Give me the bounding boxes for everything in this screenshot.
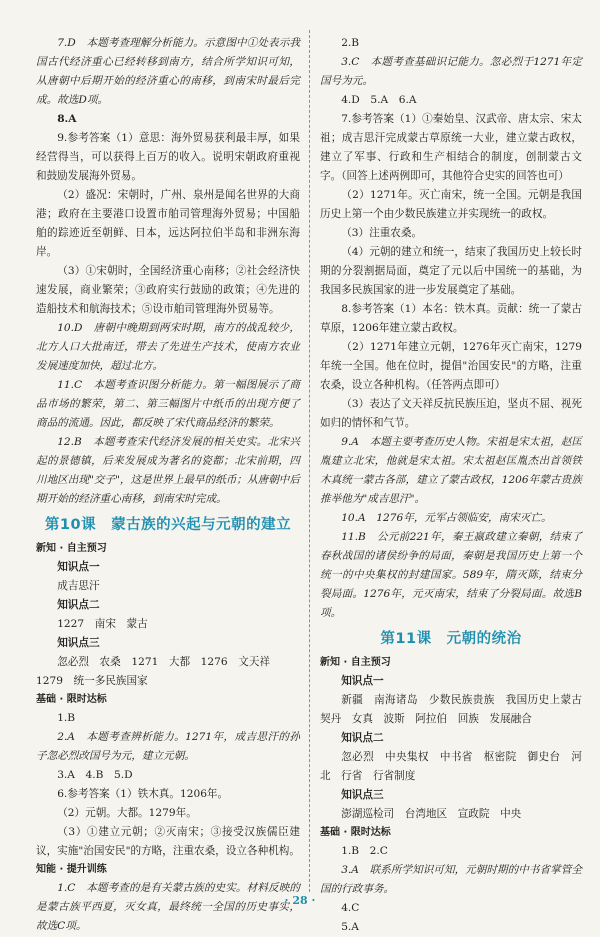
- improve-answer-7: 7.参考答案（1）①秦始皇、汉武帝、唐太宗、宋太祖；成吉思汗完成蒙古草原统一大业，建立蒙古政权，建立了军事、行政和生产相结合的制度，创制蒙古文字。（回答上述两例即可，其他符合史实的回答也可）: [320, 113, 582, 182]
- improve-answer-8-part2: （2）1271年建立元朝，1276年灭亡南宋，1279年统一全国。他在位时，提倡"治国安民"的方略，注重农桑，设立各种机构。（任答两点即可）: [320, 341, 582, 391]
- basic-answer-6: 6.参考答案（1）铁木真。1206年。: [57, 788, 229, 800]
- page-number: · 28 ·: [284, 894, 316, 907]
- improve-answer-2: 2.B: [341, 37, 360, 49]
- basic-answer-2: 2.A 本题考查辨析能力。1271年，成吉思汗的孙子忽必烈改国号为元，建立元朝。: [36, 731, 300, 762]
- section-basic: 基础 · 限时达标: [36, 694, 107, 705]
- answer-9: 9.参考答案（1）意思：海外贸易获利最丰厚，如果经营得当，可以获得上百万的收入。说明宋朝政府重视和鼓励发展海外贸易。: [36, 132, 300, 182]
- answer-12: 12.B 本题考查宋代经济发展的相关史实。北宋兴起的景德镇，后来发展成为著名的瓷都；北宋前期，四川地区出现"交子"，这是世界上最早的纸币；从唐朝中后期开始的经济重心南移，到南宋时完成。: [36, 436, 300, 505]
- improve-answer-1: 1.C 本题考查的是有关蒙古族的史实。材料反映的是蒙古族平西夏，灭女真，最终统一全国的历史事实，故选C项。: [36, 882, 300, 932]
- l11-basic-answer-3: 3.A 联系所学知识可知，元朝时期的中书省掌管全国的行政事务。: [320, 864, 582, 895]
- improve-answer-4-6: 4.D 5.A 6.A: [341, 94, 417, 106]
- basic-answer-1: 1.B: [57, 712, 76, 724]
- l11-basic-answer-1-2: 1.B 2.C: [341, 845, 388, 857]
- section-preview-11: 新知 · 自主预习: [320, 657, 391, 668]
- l11-basic-answer-4: 4.C: [341, 902, 360, 914]
- knowledge-point-1-answer: 成吉思汗: [57, 580, 100, 592]
- knowledge-point-1: 知识点一: [57, 561, 100, 573]
- lesson-11-title: 第11课 元朝的统治: [380, 631, 522, 647]
- improve-answer-7-part2: （2）1271年。灭亡南宋，统一全国。元朝是我国历史上第一个由少数民族建立并实现统一的政权。: [320, 189, 582, 220]
- improve-answer-11: 11.B 公元前221年，秦王嬴政建立秦朝，结束了春秋战国的诸侯纷争的局面，秦朝是我国历史上第一个统一的中央集权的封建国家。589年，隋灭陈，结束分裂局面。1276年，元灭南宋，结束了分裂局面。故选B项。: [320, 531, 582, 619]
- left-column: [36, 34, 300, 936]
- l11-knowledge-point-2-answer: 忽必烈 中央集权 中书省 枢密院 御史台 河北 行省 行省制度: [320, 751, 582, 782]
- l11-knowledge-point-3-answer: 澎湖巡检司 台湾地区 宣政院 中央: [341, 808, 522, 820]
- section-preview: 新知 · 自主预习: [36, 543, 107, 554]
- answer-7: 7.D 本题考查理解分析能力。示意图中①处表示我国古代经济重心已经转移到南方，结合所学知识可知，从唐朝中后期开始的经济重心的南移，到南宋时最后完成。故选D项。: [36, 37, 300, 106]
- section-basic-11: 基础 · 限时达标: [320, 827, 391, 838]
- l11-knowledge-point-1-answer: 新疆 南海诸岛 少数民族贵族 我国历史上蒙古 契丹 女真 波斯 阿拉伯 回族 发展融合: [320, 694, 593, 725]
- right-column: [320, 34, 593, 937]
- answer-9-part2: （2）盛况：宋朝时，广州、泉州是闻名世界的大商港；政府在主要港口设置市舶司管理海外贸易；中国船舶的踪迹近至朝鲜、日本，远达阿拉伯半岛和非洲东海岸。: [36, 189, 300, 258]
- knowledge-point-3-answer-cont: 1279 统一多民族国家: [36, 675, 148, 687]
- improve-answer-9: 9.A 本题主要考查历史人物。宋祖是宋太祖，赵匡胤建立北宋，他就是宋太祖。宋太祖赵匡胤杰出首领铁木真统一蒙古各部，建立了蒙古政权，1206年蒙古贵族推举他为"成吉思汗"。: [320, 436, 582, 505]
- l11-knowledge-point-2: 知识点二: [341, 732, 384, 744]
- basic-answer-6-part3: （3）①建立元朝；②灭南宋；③接受汉族儒臣建议，实施"治国安民"的方略，注重农桑，设立各种机构。: [36, 826, 300, 857]
- l11-basic-answer-5: 5.A: [341, 921, 359, 933]
- basic-answer-3-5: 3.A 4.B 5.D: [57, 769, 133, 781]
- improve-answer-7-part3: （3）注重农桑。: [341, 227, 423, 239]
- knowledge-point-3-answer: 忽必烈 农桑 1271 大都 1276 文天祥: [57, 656, 271, 668]
- answer-10: 10.D 唐朝中晚期到两宋时期，南方的战乱较少，北方人口大批南迁，带去了先进生产技术，使南方农业发展速度加快，超过北方。: [36, 322, 300, 372]
- column-divider: [309, 30, 310, 892]
- answer-9-part3: （3）①宋朝时，全国经济重心南移；②社会经济快速发展，商业繁荣；③政府实行鼓励的政策；④先进的造船技术和航海技术；⑤设市舶司管理海外贸易等。: [36, 265, 300, 315]
- answer-8: 8.A: [57, 113, 77, 125]
- improve-answer-8: 8.参考答案（1）本名：铁木真。贡献：统一了蒙古草原，1206年建立蒙古政权。: [320, 303, 582, 334]
- improve-answer-8-part3: （3）表达了文天祥反抗民族压迫，坚贞不屈、视死如归的情怀和气节。: [320, 398, 582, 429]
- lesson-10-title: 第10课 蒙古族的兴起与元朝的建立: [44, 517, 292, 533]
- improve-answer-7-part4: （4）元朝的建立和统一，结束了我国历史上较长时期的分裂割据局面，奠定了元以后中国统一的基础，为我国多民族国家的进一步发展奠定了基础。: [320, 246, 582, 296]
- basic-answer-6-part2: （2）元朝。大都。1279年。: [57, 807, 197, 819]
- knowledge-point-3: 知识点三: [57, 637, 100, 649]
- improve-answer-10: 10.A 1276年，元军占领临安，南宋灭亡。: [341, 512, 552, 524]
- knowledge-point-2: 知识点二: [57, 599, 100, 611]
- l11-knowledge-point-1: 知识点一: [341, 675, 384, 687]
- answer-11: 11.C 本题考查识图分析能力。第一幅图展示了商品市场的繁荣，第二、第三幅图片中纸币的出现方便了商品的流通。因此，都反映了宋代商品经济的繁荣。: [36, 379, 300, 429]
- l11-knowledge-point-3: 知识点三: [341, 789, 384, 801]
- knowledge-point-2-answer: 1227 南宋 蒙古: [57, 618, 148, 630]
- section-improve: 知能 · 提升训练: [36, 864, 107, 875]
- improve-answer-3: 3.C 本题考查基础识记能力。忽必烈于1271年定国号为元。: [320, 56, 582, 87]
